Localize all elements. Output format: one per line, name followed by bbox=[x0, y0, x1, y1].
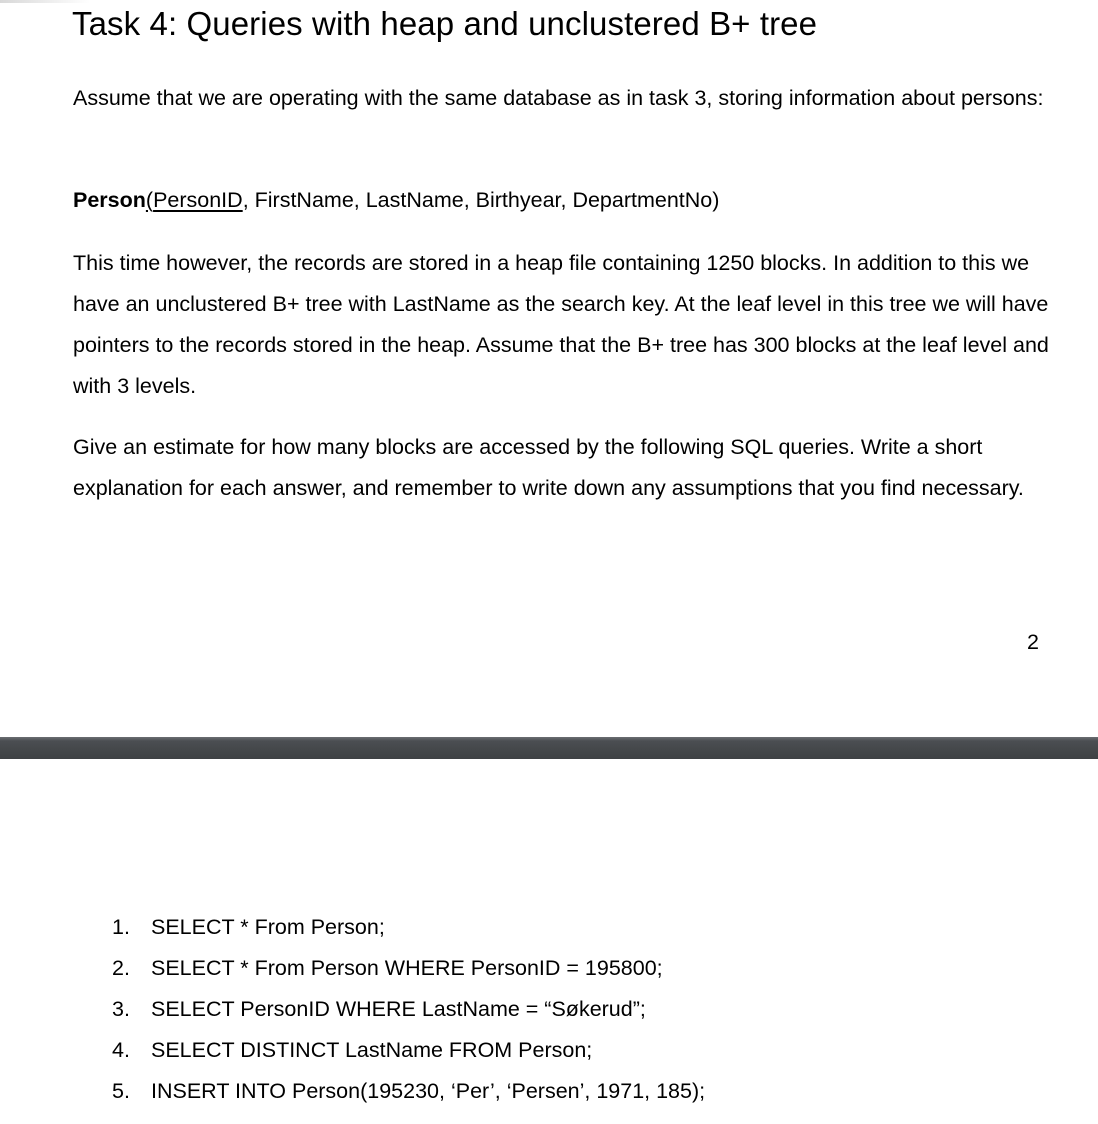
page-number: 2 bbox=[1027, 630, 1039, 654]
query-text: SELECT DISTINCT LastName FROM Person; bbox=[151, 1038, 593, 1062]
description-paragraph: This time however, the records are stored in a heap file containing 1250 blocks. In addition to this we have an unclustered B+ tree with LastName as the search key. At the leaf level in this tree we will have pointers to the records stored in the heap. Assume that the B+ tree has 300 blocks at the leaf level and with 3 levels. bbox=[73, 251, 1049, 398]
schema-definition bbox=[73, 180, 1063, 221]
query-text: SELECT * From Person WHERE PersonID = 195800; bbox=[151, 956, 663, 980]
schema-relation-name: Person bbox=[73, 188, 146, 212]
schema-other-attributes: , FirstName, LastName, Birthyear, DepartmentNo) bbox=[242, 188, 720, 212]
query-number: 4. bbox=[112, 1038, 130, 1062]
schema-key-attribute: PersonID bbox=[153, 188, 243, 212]
query-text: SELECT * From Person; bbox=[151, 915, 385, 939]
schema-open-paren: ( bbox=[145, 188, 154, 212]
page-edge-shadow bbox=[0, 0, 90, 3]
query-text: INSERT INTO Person(195230, ‘Per’, ‘Persen’, 1971, 185); bbox=[151, 1079, 706, 1103]
query-text: SELECT PersonID WHERE LastName = “Søkerud”; bbox=[151, 997, 646, 1021]
page-break-divider bbox=[0, 737, 1098, 759]
query-number: 3. bbox=[112, 997, 130, 1021]
schema-primary-key bbox=[146, 188, 243, 212]
query-number: 1. bbox=[112, 915, 130, 939]
task-title: Task 4: Queries with heap and unclustered B+ tree bbox=[72, 5, 818, 42]
query-number: 2. bbox=[112, 956, 130, 980]
query-number: 5. bbox=[112, 1079, 130, 1103]
intro-paragraph: Assume that we are operating with the same database as in task 3, storing information about persons: bbox=[73, 86, 1044, 110]
instructions-paragraph: Give an estimate for how many blocks are accessed by the following SQL queries. Write a short explanation for each answer, and remember to write down any assumptions that you find necessary. bbox=[73, 435, 1024, 500]
